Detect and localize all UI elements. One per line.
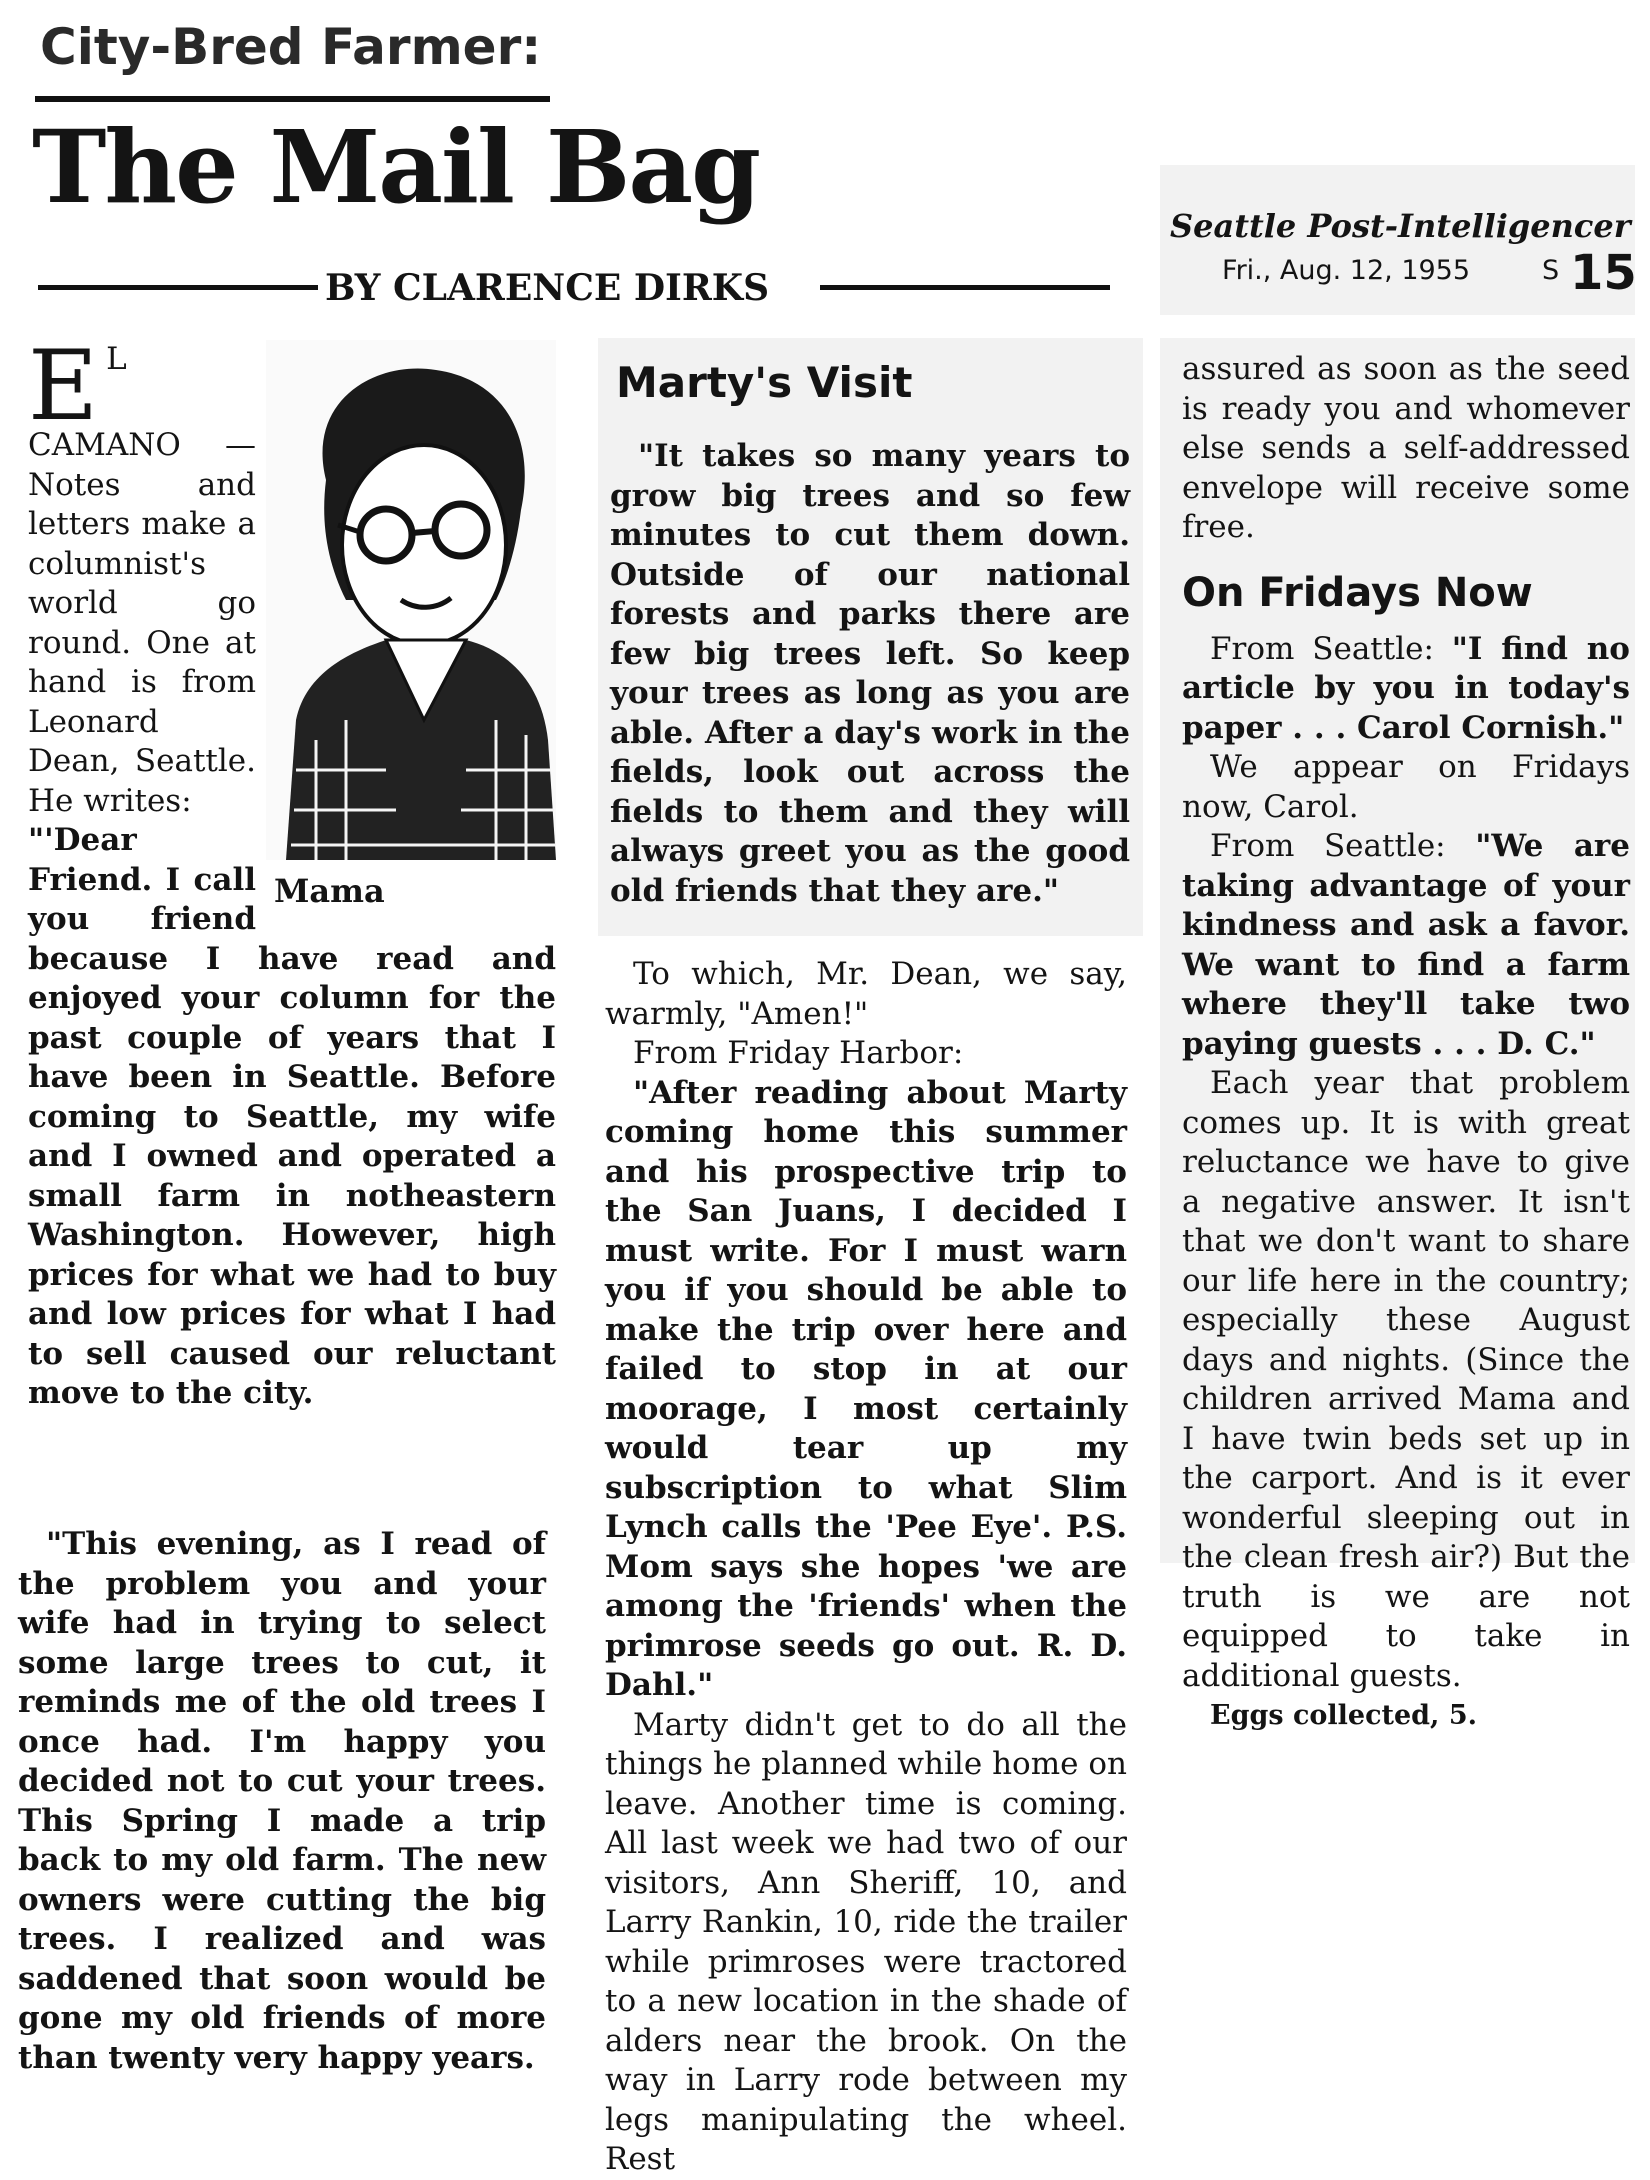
- kicker-rule: [35, 96, 550, 102]
- column-1-lower: [18, 1525, 546, 2078]
- masthead-section: S: [1542, 255, 1560, 286]
- col2-dahl-letter: "After reading about Marty coming home this summer and his prospective trip to the San Juans, I decided I must write. For I must warn you if you should be able to make the trip over here and failed to stop in at our moorage, I most certainly would tear up my subscription to what Slim Lynch calls the 'Pee Eye'. P.S. Mom says she hopes 'we are among the 'friends' when the primrose seeds go out. R. D. Dahl.": [605, 1074, 1127, 1703]
- col3-answer: Each year that problem comes up. It is with great reluctance we have to give a negative answer. It isn't that we don't want to share our life here in the country; especially these August days and nights. (Since the children arrived Mama and I have twin beds set up in the carport. And is it ever wonderful sleeping out in the clean fresh air?) But the truth is we are not equipped to take in additional guests.: [1182, 1065, 1630, 1694]
- col1-letter-continued: "This evening, as I read of the problem you and your wife had in trying to select some large trees to cut, it reminds me of the old trees I once had. I'm happy you decided not to cut your trees. This Spring I made a trip back to my old farm. The new owners were cutting the big trees. I realized and was saddened that soon would be gone my old friends of more than twenty very happy years.: [18, 1526, 546, 2076]
- dropcap: E: [28, 330, 99, 442]
- masthead-date: Fri., Aug. 12, 1955: [1222, 255, 1471, 286]
- mama-portrait: [266, 340, 556, 910]
- col2-reply: To which, Mr. Dean, we say, warmly, "Amen!": [605, 956, 1127, 1032]
- col3-dc-from: From Seattle:: [1210, 828, 1476, 864]
- kicker: City-Bred Farmer:: [40, 18, 542, 76]
- masthead-clip: [1160, 165, 1635, 315]
- portrait-caption: Mama: [274, 872, 385, 910]
- byline-rule-left: [38, 285, 318, 290]
- col2-from: From Friday Harbor:: [633, 1035, 964, 1071]
- masthead-page: 15: [1570, 245, 1637, 301]
- column-3: [1182, 350, 1630, 1736]
- masthead-paper: Seattle Post-Intelligencer: [1170, 207, 1631, 245]
- column-1: [28, 330, 556, 1414]
- col2-marty: Marty didn't get to do all the things he planned while home on leave. Another time is coming. All last week we had two of our visitors, Ann Sheriff, 10, and Larry Rankin, 10, ride the trailer while primroses were tractored to a new location in the shade of alders near the brook. On the way in Larry rode between my legs manipulating the wheel. Rest: [605, 1706, 1127, 2177]
- subhead-martys-visit: Marty's Visit: [616, 358, 913, 407]
- col3-carol: [1182, 630, 1630, 749]
- column-2-lower: [605, 955, 1127, 2180]
- col3-dc-quote: "We are taking advantage of your kindness and ask a favor. We want to find a farm where they'll take two paying guests . . . D. C.": [1182, 828, 1630, 1062]
- headline: The Mail Bag: [32, 108, 760, 226]
- byline: BY CLARENCE DIRKS: [325, 267, 770, 309]
- col3-reply: We appear on Fridays now, Carol.: [1182, 749, 1630, 825]
- col3-eggs: Eggs collected, 5.: [1210, 1700, 1478, 1731]
- col3-dc: [1182, 827, 1630, 1064]
- column-2: [610, 355, 1130, 911]
- subhead-on-fridays-now: On Fridays Now: [1182, 569, 1533, 616]
- col1-intro-text: L CAMANO — Notes and letters make a columnist's world go round. One at hand is from Leonard Dean, Seattle. He writes:: [28, 341, 256, 819]
- portrait-drawing: [266, 340, 556, 860]
- col2-quote: "It takes so many years to grow big trees and so few minutes to cut them down. Outside of our national forests and parks there are few big trees left. So keep your trees as long as you are able. After a day's work in the fields, look out across the fields to them and they will always greet you as the good old friends that they are.": [610, 438, 1130, 909]
- col3-continued: assured as soon as the seed is ready you and whomever else sends a self-addressed envelope will receive some free.: [1182, 351, 1630, 545]
- byline-rule-right: [820, 285, 1110, 290]
- col3-carol-quote: "I find no article by you in today's paper . . . Carol Cornish.": [1182, 630, 1630, 746]
- col3-carol-from: From Seattle:: [1210, 630, 1452, 667]
- col1-letter: "'Dear Friend. I call you friend because I have read and enjoyed your column for the past couple of years that I have been in Seattle. Before coming to Seattle, my wife and I owned and operated a small farm in notheastern Washington. However, high prices for what we had to buy and low prices for what I had to sell caused our reluctant move to the city.: [28, 822, 556, 1411]
